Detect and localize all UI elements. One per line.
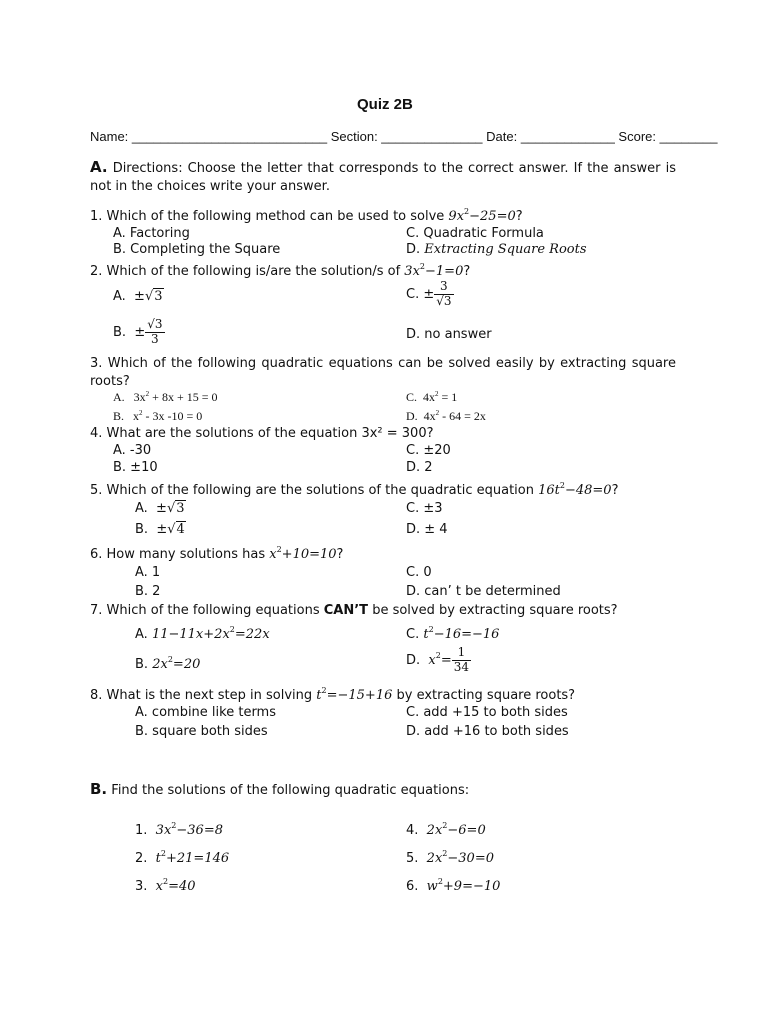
q1-choice-d [406,243,587,258]
question-1-expression: $9x^2-25=0$ [448,207,516,224]
q7-choice-c [406,625,499,643]
question-6-text: 6. How many solutions has [90,547,266,562]
part-b-item-5 [406,849,494,867]
part-b-item-expression: $x^2=40$ [155,877,196,894]
question-7-text-post: be solved by extracting square roots? [372,603,618,618]
q5-choice-a: A. ±√3 [135,501,185,516]
q4-choice-a: A. -30 [113,443,152,458]
question-6-end: ? [336,547,344,562]
part-b-directions-text: Find the solutions of the following quadratic equations: [111,783,470,798]
q3-choice-b: B. $x^2 - 3x$ -10 = 0 [113,409,203,423]
part-b-item-2 [135,849,229,867]
q8-choice-d: D. add +16 to both sides [406,724,569,739]
q1-choice-d-text: Extracting Square Roots [424,242,587,257]
q7-choice-b [135,655,200,673]
question-7-stem [90,604,618,619]
q1-choice-c: C. Quadratic Formula [406,226,544,241]
question-1-end: ? [515,209,523,224]
q4-choice-c: C. ±20 [406,443,451,458]
part-b-item-expression: $t^2+21=146$ [155,849,230,866]
q7-choice-c-prefix: C. [406,627,420,642]
question-2-stem [90,262,470,280]
question-2-end: ? [463,264,471,279]
q7-choice-a-prefix: A. [135,627,148,642]
part-b-item-expression: $2x^2-6=0$ [426,821,486,838]
q2-choice-d: D. no answer [406,327,492,342]
part-b-item-number: 3. [135,879,148,894]
question-8-text-post: by extracting square roots? [396,688,576,703]
part-b-item-number: 6. [406,879,419,894]
part-b-item-number: 1. [135,823,148,838]
question-3-stem: 3. Which of the following quadratic equations can be solved easily by extracting square roots? [90,356,676,389]
q2-choice-a: A. ±√3 [113,289,163,304]
part-b-item-number: 2. [135,851,148,866]
q3-choice-c: C. $4x^2 = 1$ [406,390,458,404]
q7-choice-a-expression: $11-11x+2x^2=22x$ [151,625,270,642]
question-2-expression: $3x^2-1=0$ [404,262,464,279]
q1-choice-a: A. Factoring [113,226,190,241]
q5-choice-c: C. ±3 [406,501,443,516]
q4-choice-b: B. ±10 [113,460,158,475]
question-5-stem [90,481,619,499]
question-2-text: 2. Which of the following is/are the solution/s of [90,264,401,279]
part-b-item-4 [406,821,486,839]
part-b-item-3 [135,877,196,895]
q2-choice-b: B. ± $\frac{√3}{3}$ [113,317,163,346]
part-a-directions-text: Directions: Choose the letter that corresponds to the correct answer. If the answer is not in the choices write your answer. [90,161,676,194]
question-5-expression: $16t^2-48=0$ [538,481,612,498]
part-b-item-expression: $3x^2-36=8$ [155,821,223,838]
q1-choice-d-prefix: D. [406,242,421,257]
part-b-item-6 [406,877,500,895]
question-5-end: ? [611,483,619,498]
question-8-expression: $t^2=-15+16$ [316,686,393,703]
q8-choice-c: C. add +15 to both sides [406,705,568,720]
q7-choice-d [406,646,471,675]
q7-choice-d-prefix: D. [406,652,421,668]
part-b-item-expression: $2x^2-30=0$ [426,849,494,866]
page-title: Quiz 2B [357,96,413,113]
q2-choice-c: C. ± $\frac{3}{√3}$ [406,279,452,308]
q6-choice-d: D. can’ t be determined [406,584,561,599]
part-b-item-1 [135,821,223,839]
q8-choice-a: A. combine like terms [135,705,276,720]
part-b-item-number: 4. [406,823,419,838]
q1-choice-b: B. Completing the Square [113,242,281,257]
question-7-emphasis: CAN’T [323,603,369,618]
part-b-label: B. [90,780,108,798]
part-b-directions [90,781,469,799]
q3-choice-d: D. $4x^2 - 64 = 2x$ [406,409,486,423]
part-a-label: A. [90,158,108,176]
q3-choice-a: A. $3x^2 + 8x + 15 = 0$ [113,390,218,404]
q7-choice-b-expression: $2x^2=20$ [152,655,201,672]
q7-choice-d-expression: $x^2=$ $\frac{1}{34}$ [428,645,470,674]
header-line: Name: ___________________________ Section: ______________ Date: _____________ Score: ________ [90,129,718,144]
part-a-directions [90,158,676,196]
q7-choice-b-prefix: B. [135,657,149,672]
q7-choice-a [135,625,270,643]
q6-choice-a: A. 1 [135,565,161,580]
q5-choice-d: D. ± 4 [406,522,448,537]
q5-choice-b: B. ±√4 [135,522,185,537]
q4-choice-d: D. 2 [406,460,433,475]
question-8-stem [90,686,575,704]
question-1-stem [90,207,523,225]
q6-choice-c: C. 0 [406,565,432,580]
question-6-stem [90,545,343,563]
question-8-text-pre: 8. What is the next step in solving [90,688,313,703]
part-b-item-expression: $w^2+9=-10$ [426,877,501,894]
question-4-stem: 4. What are the solutions of the equation 3x² = 300? [90,426,434,441]
question-6-expression: $x^2+10=10$ [269,545,337,562]
q7-choice-c-expression: $t^2-16=-16$ [423,625,500,642]
q8-choice-b: B. square both sides [135,724,268,739]
question-1-text: 1. Which of the following method can be used to solve [90,209,445,224]
question-5-text: 5. Which of the following are the solutions of the quadratic equation [90,483,534,498]
part-b-item-number: 5. [406,851,419,866]
q6-choice-b: B. 2 [135,584,161,599]
question-7-text-pre: 7. Which of the following equations [90,603,320,618]
